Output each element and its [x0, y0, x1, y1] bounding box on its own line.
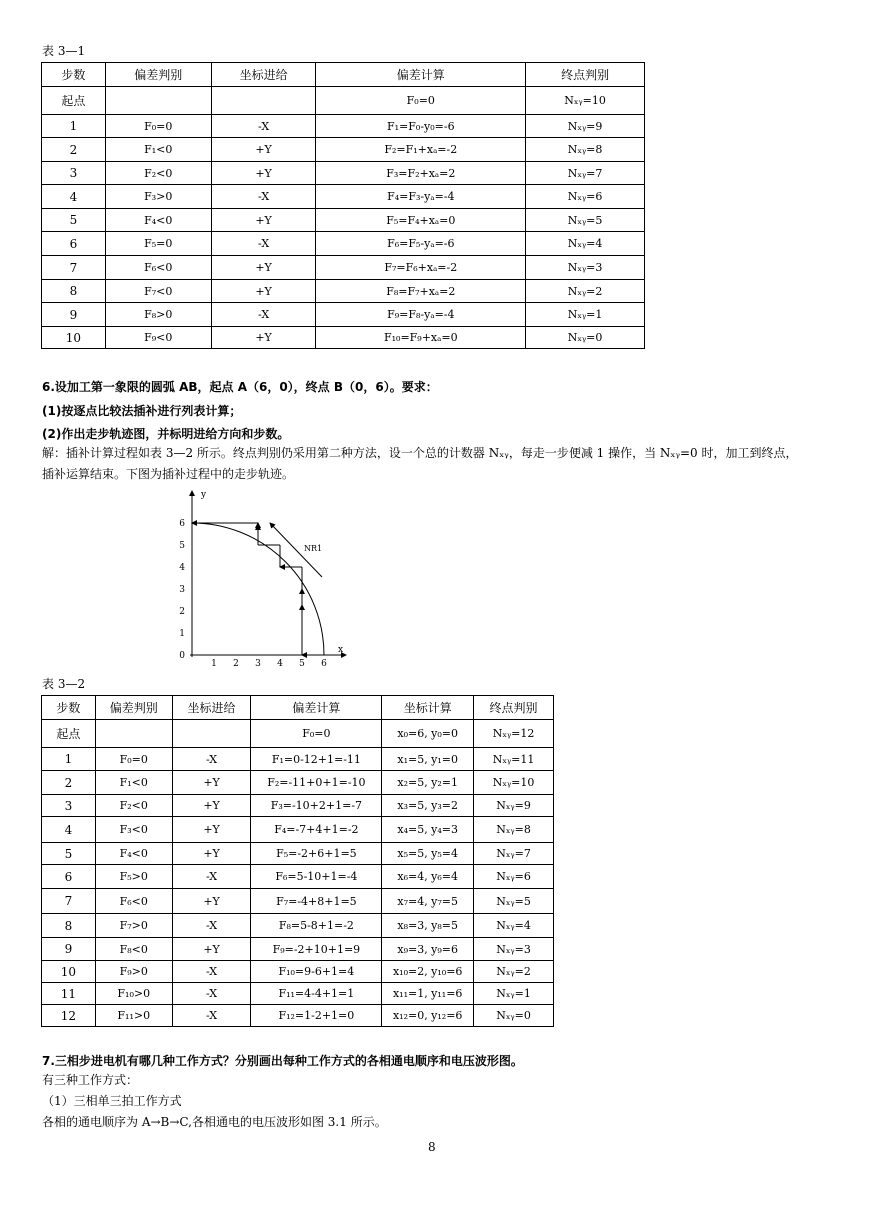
table-cell: Nₓᵧ=3 — [526, 256, 645, 280]
table-cell: F₇=F₆+xₐ=-2 — [316, 256, 526, 280]
table-cell: +Y — [172, 817, 251, 843]
table-cell: x₄=5, y₄=3 — [382, 817, 474, 843]
table-row — [42, 162, 645, 185]
q7-line3: 各相的通电顺序为 A→B→C,各相通电的电压波形如图 3.1 所示。 — [42, 1115, 387, 1129]
table-cell: 6 — [42, 232, 106, 256]
table-cell: -X — [172, 865, 251, 889]
table-cell: x₁₁=1, y₁₁=6 — [382, 983, 474, 1005]
table-cell: F₆<0 — [105, 256, 211, 280]
x-tick-label: 1 — [211, 659, 217, 669]
table-cell: +Y — [172, 938, 251, 961]
table-cell: +Y — [172, 771, 251, 795]
table-cell: F₉=F₈-yₐ=-4 — [316, 303, 526, 327]
table-cell: -X — [211, 232, 316, 256]
table-cell: 8 — [42, 914, 96, 938]
table-row — [42, 771, 554, 795]
table-cell: F₈<0 — [95, 938, 172, 961]
table-cell — [105, 87, 211, 115]
arc-label: NR1 — [304, 544, 323, 553]
table-cell: 6 — [42, 865, 96, 889]
table-cell: 10 — [42, 961, 96, 983]
table-cell: F₂=-11+0+1=-10 — [251, 771, 382, 795]
table-row — [42, 843, 554, 865]
q6-title: 6.设加工第一象限的圆弧 AB，起点 A（6，0），终点 B（0，6）。要求： — [42, 380, 438, 394]
table-cell: Nₓᵧ=0 — [526, 327, 645, 349]
table-cell: F₃=-10+2+1=-7 — [251, 795, 382, 817]
column-header: 偏差判别 — [95, 696, 172, 720]
table-row — [42, 938, 554, 961]
x-axis-label: x — [338, 645, 344, 655]
table-cell: F₃<0 — [95, 817, 172, 843]
table-cell: 7 — [42, 889, 96, 914]
y-tick-label: 5 — [179, 541, 185, 551]
table-3-1 — [41, 62, 645, 349]
column-header: 坐标计算 — [382, 696, 474, 720]
x-tick-label: 6 — [321, 659, 327, 669]
q7-line2: （1）三相单三拍工作方式 — [42, 1094, 182, 1108]
column-header: 步数 — [42, 696, 96, 720]
table-cell: F₈>0 — [105, 303, 211, 327]
table-cell: Nₓᵧ=7 — [526, 162, 645, 185]
table-cell: Nₓᵧ=10 — [474, 771, 554, 795]
table-cell: F₃>0 — [105, 185, 211, 209]
table-row — [42, 889, 554, 914]
table-cell: F₄=-7+4+1=-2 — [251, 817, 382, 843]
table-row — [42, 1005, 554, 1027]
table2-header-row — [42, 696, 554, 720]
table-cell: 8 — [42, 280, 106, 303]
table-cell: 5 — [42, 843, 96, 865]
table-cell: 7 — [42, 256, 106, 280]
table-cell: x₁₀=2, y₁₀=6 — [382, 961, 474, 983]
table-row — [42, 748, 554, 771]
table-row — [42, 720, 554, 748]
table-cell: 10 — [42, 327, 106, 349]
table-cell: Nₓᵧ=6 — [526, 185, 645, 209]
table-cell: F₆=5-10+1=-4 — [251, 865, 382, 889]
table-cell: Nₓᵧ=5 — [474, 889, 554, 914]
table-row — [42, 87, 645, 115]
table-row — [42, 138, 645, 162]
table-cell: 12 — [42, 1005, 96, 1027]
table-cell: Nₓᵧ=6 — [474, 865, 554, 889]
table-cell: +Y — [211, 162, 316, 185]
table-cell: +Y — [172, 795, 251, 817]
table-cell: Nₓᵧ=0 — [474, 1005, 554, 1027]
table-cell: F₅=0 — [105, 232, 211, 256]
table-cell: F₇<0 — [105, 280, 211, 303]
q6-answer-line1: 解：插补计算过程如表 3—2 所示。终点判别仍采用第二种方法，设一个总的计数器 Nₓᵧ，每走一步便减 1 操作，当 Nₓᵧ=0 时，加工到终点， — [42, 446, 798, 460]
table-cell: F₇>0 — [95, 914, 172, 938]
table-cell: F₄<0 — [95, 843, 172, 865]
table1-caption: 表 3—1 — [42, 44, 86, 58]
table-cell: F₂<0 — [105, 162, 211, 185]
table-cell — [172, 720, 251, 748]
table-cell: +Y — [211, 256, 316, 280]
table-cell: -X — [172, 961, 251, 983]
table-row — [42, 256, 645, 280]
table-cell: 4 — [42, 817, 96, 843]
x-tick-label: 3 — [255, 659, 261, 669]
table-cell: x₆=4, y₆=4 — [382, 865, 474, 889]
table-cell: -X — [172, 914, 251, 938]
table-cell: 3 — [42, 795, 96, 817]
table-cell — [211, 87, 316, 115]
table-cell: Nₓᵧ=3 — [474, 938, 554, 961]
table-cell: 3 — [42, 162, 106, 185]
table-cell: x₇=4, y₇=5 — [382, 889, 474, 914]
table-row — [42, 914, 554, 938]
y-tick-label: 3 — [179, 585, 185, 595]
table-cell: F₄=F₃-yₐ=-4 — [316, 185, 526, 209]
table-cell: Nₓᵧ=2 — [526, 280, 645, 303]
column-header: 偏差计算 — [316, 63, 526, 87]
table-cell: x₁=5, y₁=0 — [382, 748, 474, 771]
table-cell: Nₓᵧ=7 — [474, 843, 554, 865]
table-cell: 1 — [42, 115, 106, 138]
table-cell: F₇=-4+8+1=5 — [251, 889, 382, 914]
x-tick-label: 5 — [299, 659, 305, 669]
y-tick-label: 4 — [179, 563, 185, 573]
table-cell: F₁₀=9-6+1=4 — [251, 961, 382, 983]
table-cell: F₉=-2+10+1=9 — [251, 938, 382, 961]
table-3-2 — [41, 695, 554, 1027]
table-cell: x₀=6, y₀=0 — [382, 720, 474, 748]
table-cell: F₁₁>0 — [95, 1005, 172, 1027]
table-cell: +Y — [172, 889, 251, 914]
table-cell: Nₓᵧ=11 — [474, 748, 554, 771]
table-cell: x₉=3, y₉=6 — [382, 938, 474, 961]
table-cell: x₃=5, y₃=2 — [382, 795, 474, 817]
y-tick-labels — [179, 519, 185, 661]
y-tick-label: 1 — [179, 629, 185, 639]
table-cell: Nₓᵧ=12 — [474, 720, 554, 748]
table-cell: F₂<0 — [95, 795, 172, 817]
table-cell: +Y — [211, 280, 316, 303]
table-cell: F₆=F₅-yₐ=-6 — [316, 232, 526, 256]
table2-caption: 表 3—2 — [42, 677, 86, 691]
table-cell: 1 — [42, 748, 96, 771]
table-cell: F₁₁=4-4+1=1 — [251, 983, 382, 1005]
table-cell: +Y — [211, 209, 316, 232]
table-cell: F₈=F₇+xₐ=2 — [316, 280, 526, 303]
table-cell: F₁=0-12+1=-11 — [251, 748, 382, 771]
table-cell: Nₓᵧ=8 — [474, 817, 554, 843]
table-cell: F₅=-2+6+1=5 — [251, 843, 382, 865]
x-tick-labels — [211, 659, 327, 669]
table-cell: Nₓᵧ=4 — [474, 914, 554, 938]
table-row — [42, 817, 554, 843]
table-cell: 5 — [42, 209, 106, 232]
table-cell: Nₓᵧ=5 — [526, 209, 645, 232]
table-cell: Nₓᵧ=2 — [474, 961, 554, 983]
q7-line1: 有三种工作方式： — [42, 1073, 139, 1087]
column-header: 偏差计算 — [251, 696, 382, 720]
table-row — [42, 115, 645, 138]
table1-header-row — [42, 63, 645, 87]
table-cell: -X — [211, 303, 316, 327]
table-cell: F₆<0 — [95, 889, 172, 914]
table-cell: F₁₂=1-2+1=0 — [251, 1005, 382, 1027]
table-cell: x₂=5, y₂=1 — [382, 771, 474, 795]
table-row — [42, 795, 554, 817]
table-cell: -X — [211, 185, 316, 209]
table-cell: 起点 — [42, 720, 96, 748]
table-cell: -X — [211, 115, 316, 138]
table-cell: Nₓᵧ=4 — [526, 232, 645, 256]
table-cell: 4 — [42, 185, 106, 209]
step-path — [192, 523, 324, 655]
table-cell: x₁₂=0, y₁₂=6 — [382, 1005, 474, 1027]
table-row — [42, 961, 554, 983]
column-header: 步数 — [42, 63, 106, 87]
y-tick-label: 2 — [179, 607, 185, 617]
table-cell: Nₓᵧ=8 — [526, 138, 645, 162]
step-trajectory-figure — [170, 485, 360, 670]
table-cell: F₉<0 — [105, 327, 211, 349]
table-cell: Nₓᵧ=1 — [526, 303, 645, 327]
column-header: 终点判别 — [474, 696, 554, 720]
table-cell: 2 — [42, 771, 96, 795]
table-cell: F₁=F₀-y₀=-6 — [316, 115, 526, 138]
table-cell: F₁<0 — [105, 138, 211, 162]
table-cell: +Y — [211, 327, 316, 349]
table-cell: F₀=0 — [105, 115, 211, 138]
table-cell: +Y — [211, 138, 316, 162]
table-cell — [95, 720, 172, 748]
table-cell: Nₓᵧ=10 — [526, 87, 645, 115]
table-cell: Nₓᵧ=9 — [526, 115, 645, 138]
table-cell: F₉>0 — [95, 961, 172, 983]
table-cell: F₁₀>0 — [95, 983, 172, 1005]
table-row — [42, 280, 645, 303]
table-cell: F₁₀=F₉+xₐ=0 — [316, 327, 526, 349]
table-cell: Nₓᵧ=9 — [474, 795, 554, 817]
table-cell: +Y — [172, 843, 251, 865]
table-cell: x₅=5, y₅=4 — [382, 843, 474, 865]
table-cell: 11 — [42, 983, 96, 1005]
x-tick-label: 2 — [233, 659, 239, 669]
q7-title: 7.三相步进电机有哪几种工作方式？分别画出每种工作方式的各相通电顺序和电压波形图。 — [42, 1054, 523, 1068]
table-cell: 起点 — [42, 87, 106, 115]
y-axis-label: y — [201, 490, 207, 500]
table-cell: -X — [172, 983, 251, 1005]
table-row — [42, 209, 645, 232]
column-header: 终点判别 — [526, 63, 645, 87]
q6-req1: (1)按逐点比较法插补进行列表计算； — [42, 404, 242, 418]
table-cell: F₂=F₁+xₐ=-2 — [316, 138, 526, 162]
table-cell: F₅=F₄+xₐ=0 — [316, 209, 526, 232]
table-cell: 9 — [42, 938, 96, 961]
table-cell: F₀=0 — [316, 87, 526, 115]
table-row — [42, 232, 645, 256]
table-cell: F₄<0 — [105, 209, 211, 232]
table-cell: 2 — [42, 138, 106, 162]
table-row — [42, 185, 645, 209]
table-row — [42, 983, 554, 1005]
table-cell: F₅>0 — [95, 865, 172, 889]
table-cell: F₀=0 — [251, 720, 382, 748]
table-cell: F₃=F₂+xₐ=2 — [316, 162, 526, 185]
table-cell: F₈=5-8+1=-2 — [251, 914, 382, 938]
q6-answer-line2: 插补运算结束。下图为插补过程中的走步轨迹。 — [42, 467, 295, 481]
table-cell: Nₓᵧ=1 — [474, 983, 554, 1005]
q6-req2: (2)作出走步轨迹图，并标明进给方向和步数。 — [42, 427, 290, 441]
table-row — [42, 865, 554, 889]
y-tick-label: 6 — [179, 519, 185, 529]
column-header: 坐标进给 — [172, 696, 251, 720]
table-row — [42, 303, 645, 327]
table-cell: F₁<0 — [95, 771, 172, 795]
table-cell: 9 — [42, 303, 106, 327]
page-number: 8 — [428, 1140, 436, 1154]
x-tick-label: 4 — [277, 659, 283, 669]
y-tick-label: 0 — [179, 651, 185, 661]
table-cell: F₀=0 — [95, 748, 172, 771]
table-row — [42, 327, 645, 349]
table-cell: x₈=3, y₈=5 — [382, 914, 474, 938]
column-header: 偏差判别 — [105, 63, 211, 87]
table-cell: -X — [172, 748, 251, 771]
column-header: 坐标进给 — [211, 63, 316, 87]
table-cell: -X — [172, 1005, 251, 1027]
